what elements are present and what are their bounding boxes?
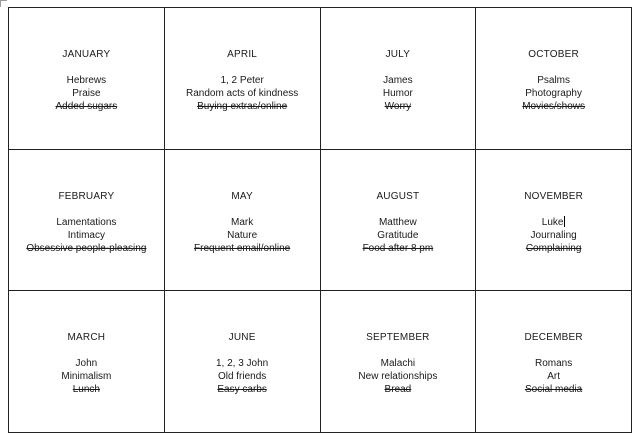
month-heading: NOVEMBER <box>524 190 584 202</box>
fast-text-struck: Bread <box>384 384 412 396</box>
table-cell-january[interactable] <box>9 8 165 150</box>
table-cell-july[interactable] <box>321 8 477 150</box>
month-table <box>8 7 632 433</box>
fast-text-struck: Food after 8 pm <box>362 242 434 254</box>
book-text: Romans <box>535 358 573 370</box>
month-heading: AUGUST <box>376 190 420 202</box>
practice-text: Random acts of kindness <box>185 88 299 99</box>
practice-text: Art <box>547 371 561 383</box>
month-heading: JANUARY <box>62 49 111 60</box>
table-cell-august[interactable] <box>321 150 477 292</box>
table-cell-march[interactable] <box>9 291 165 433</box>
table-cell-june[interactable] <box>165 291 321 433</box>
book-text: Luke <box>541 216 564 228</box>
table-cell-february[interactable] <box>9 150 165 292</box>
month-heading: OCTOBER <box>528 49 579 60</box>
table-cell-november[interactable] <box>476 150 632 292</box>
page-corner-mark <box>0 0 7 7</box>
practice-text: Minimalism <box>61 371 112 383</box>
fast-text-struck: Complaining <box>525 242 582 254</box>
book-text: Matthew <box>378 216 417 228</box>
fast-text-struck: Added sugars <box>55 101 118 112</box>
practice-text: Humor <box>382 88 413 99</box>
fast-text-struck: Obsessive people-pleasing <box>26 242 147 254</box>
month-heading: DECEMBER <box>524 332 583 344</box>
fast-text-struck: Easy carbs <box>217 384 267 396</box>
month-heading: JULY <box>385 49 411 60</box>
fast-text-struck: Frequent email/online <box>194 242 291 254</box>
fast-text-struck: Buying extras/online <box>197 101 288 112</box>
table-cell-december[interactable] <box>476 291 632 433</box>
month-heading: MAY <box>231 190 253 202</box>
text-cursor <box>564 216 565 227</box>
book-text: Mark <box>231 216 254 228</box>
fast-text-struck: Movies/shows <box>522 101 586 112</box>
table-cell-september[interactable] <box>321 291 477 433</box>
book-line-with-cursor[interactable] <box>476 216 631 229</box>
month-heading: JUNE <box>228 332 256 344</box>
table-cell-april[interactable] <box>165 8 321 150</box>
table-cell-october[interactable] <box>476 8 632 150</box>
practice-text: Gratitude <box>377 229 419 241</box>
book-text: Psalms <box>537 75 571 86</box>
practice-text: Photography <box>525 88 582 99</box>
book-text: Hebrews <box>66 75 107 86</box>
book-text: 1, 2, 3 John <box>215 358 269 370</box>
month-heading: FEBRUARY <box>58 190 115 202</box>
practice-text: Intimacy <box>67 229 105 241</box>
practice-text: Nature <box>227 229 258 241</box>
practice-text: Old friends <box>217 371 267 383</box>
book-text: Malachi <box>380 358 416 370</box>
book-text: 1, 2 Peter <box>220 75 264 86</box>
practice-text: Journaling <box>530 229 577 241</box>
fast-text-struck: Social media <box>524 384 583 396</box>
month-heading: APRIL <box>227 49 258 60</box>
month-heading: MARCH <box>67 332 106 344</box>
book-text: James <box>383 75 413 86</box>
fast-text-struck: Lunch <box>72 384 100 396</box>
book-text: Lamentations <box>56 216 117 228</box>
practice-text: Praise <box>72 88 101 99</box>
book-text: John <box>75 358 98 370</box>
month-heading: SEPTEMBER <box>366 332 430 344</box>
practice-text: New relationships <box>358 371 438 383</box>
fast-text-struck: Worry <box>384 101 412 112</box>
table-cell-may[interactable] <box>165 150 321 292</box>
